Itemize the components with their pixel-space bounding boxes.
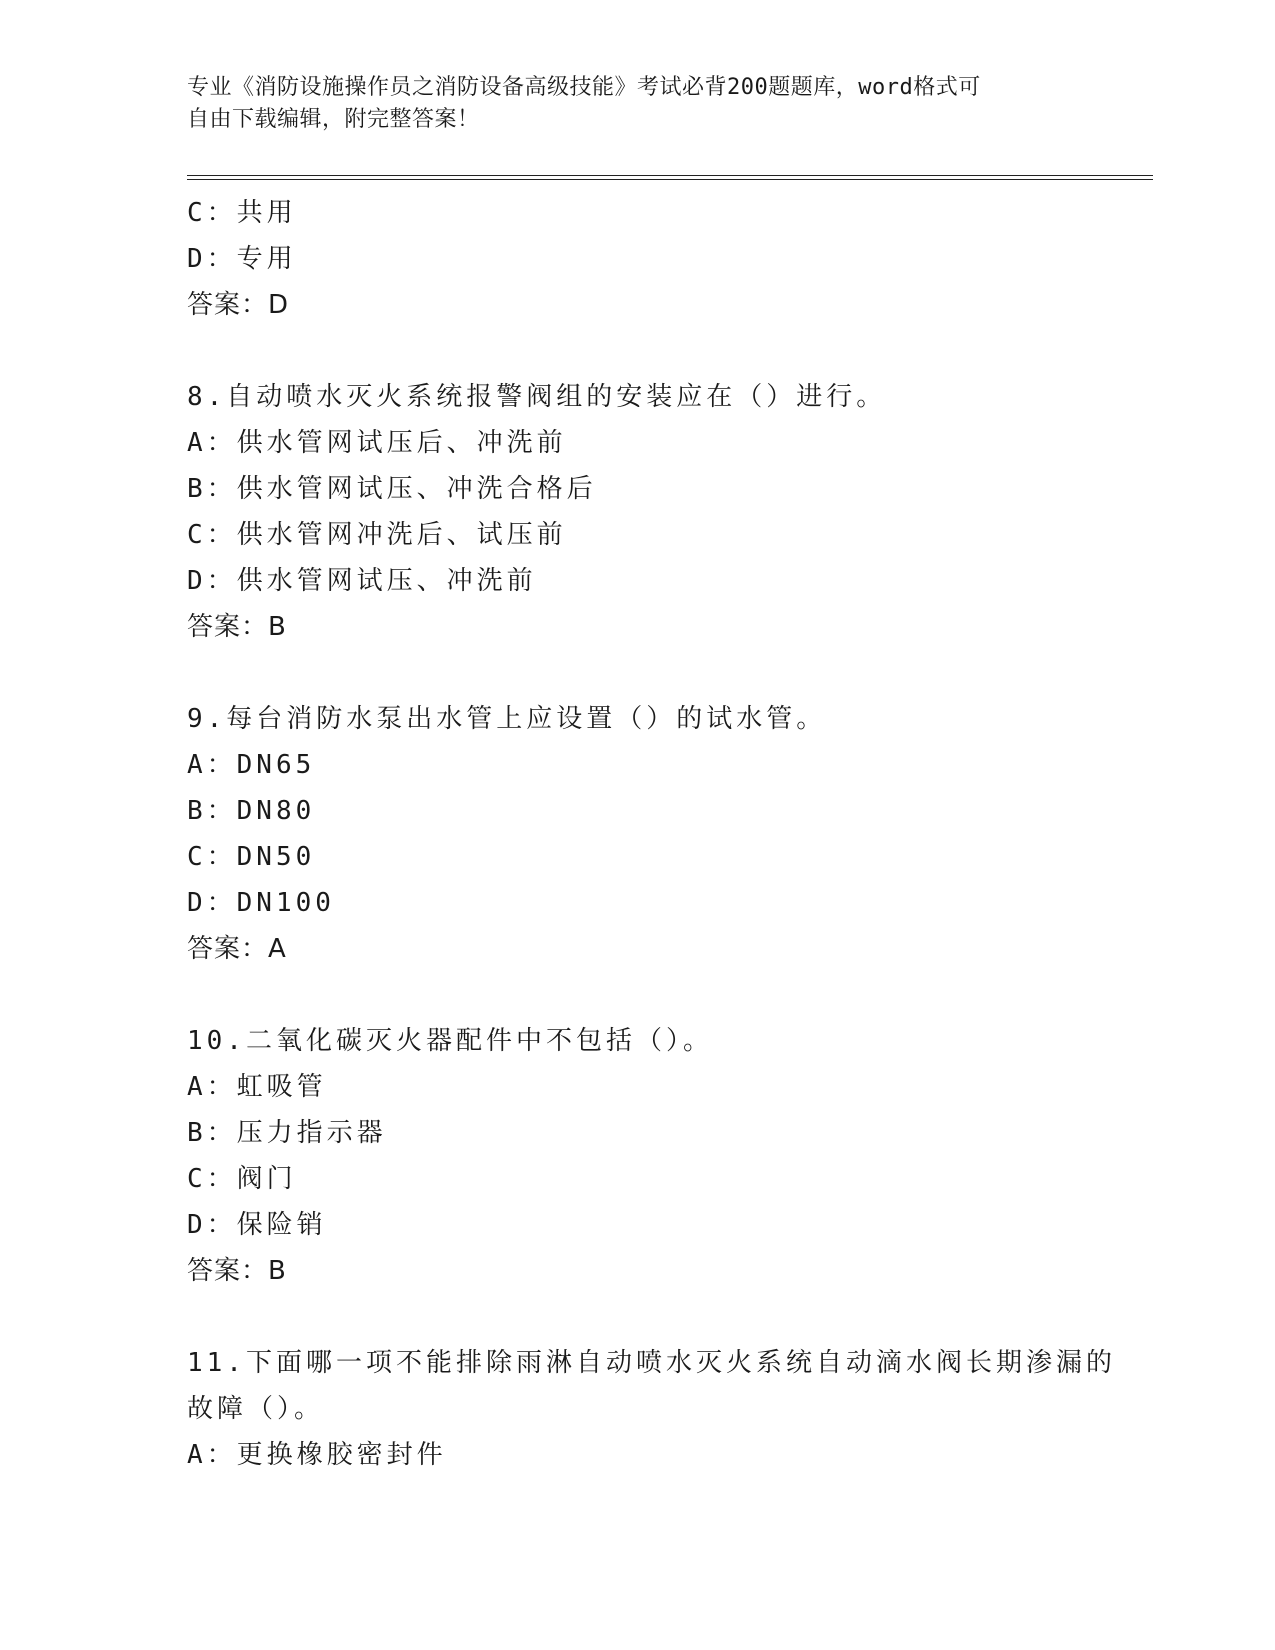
spacer [187,328,1087,374]
q9-option-c: C：DN50 [187,842,316,872]
q9-option-d: D：DN100 [187,888,335,918]
q9-question: 9.每台消防水泵出水管上应设置（）的试水管。 [187,704,827,734]
header-line-2: 自由下载编辑，附完整答案！ [187,107,480,132]
q10-option-d: D：保险销 [187,1210,327,1240]
q8-option-d: D：供水管网试压、冲洗前 [187,566,537,596]
q9-option-b: B：DN80 [187,796,316,826]
spacer [187,972,1087,1018]
q8-answer: 答案：B [187,612,287,642]
q11-question-line-1: 11.下面哪一项不能排除雨淋自动喷水灭火系统自动滴水阀长期渗漏的 [187,1348,1116,1378]
q8-option-b: B：供水管网试压、冲洗合格后 [187,474,597,504]
question-9 [187,696,1087,972]
q7-answer: 答案：D [187,290,290,320]
header-line-1: 专业《消防设施操作员之消防设备高级技能》考试必背200题题库，word格式可 [187,75,981,100]
q10-answer: 答案：B [187,1256,287,1286]
question-8 [187,374,1087,650]
question-list [187,190,1116,1478]
q8-option-a: A：供水管网试压后、冲洗前 [187,428,567,458]
q9-answer: 答案：A [187,934,287,964]
q10-question: 10.二氧化碳灭火器配件中不包括（）。 [187,1026,713,1056]
question-11 [187,1340,1116,1478]
question-10 [187,1018,1087,1294]
header-double-rule [187,175,1153,180]
question-7-tail [187,190,1087,328]
q7-option-d: D：专用 [187,244,297,274]
q8-option-c: C：供水管网冲洗后、试压前 [187,520,567,550]
q9-option-a: A：DN65 [187,750,316,780]
q10-option-c: C：阀门 [187,1164,297,1194]
q10-option-b: B：压力指示器 [187,1118,387,1148]
spacer [187,1294,1087,1340]
document-header [187,72,1087,136]
q11-option-a: A：更换橡胶密封件 [187,1440,447,1470]
q11-question-line-2: 故障（）。 [187,1394,325,1424]
q7-option-c: C：共用 [187,198,297,228]
spacer [187,650,1087,696]
q10-option-a: A：虹吸管 [187,1072,327,1102]
q8-question: 8.自动喷水灭火系统报警阀组的安装应在（）进行。 [187,382,887,412]
